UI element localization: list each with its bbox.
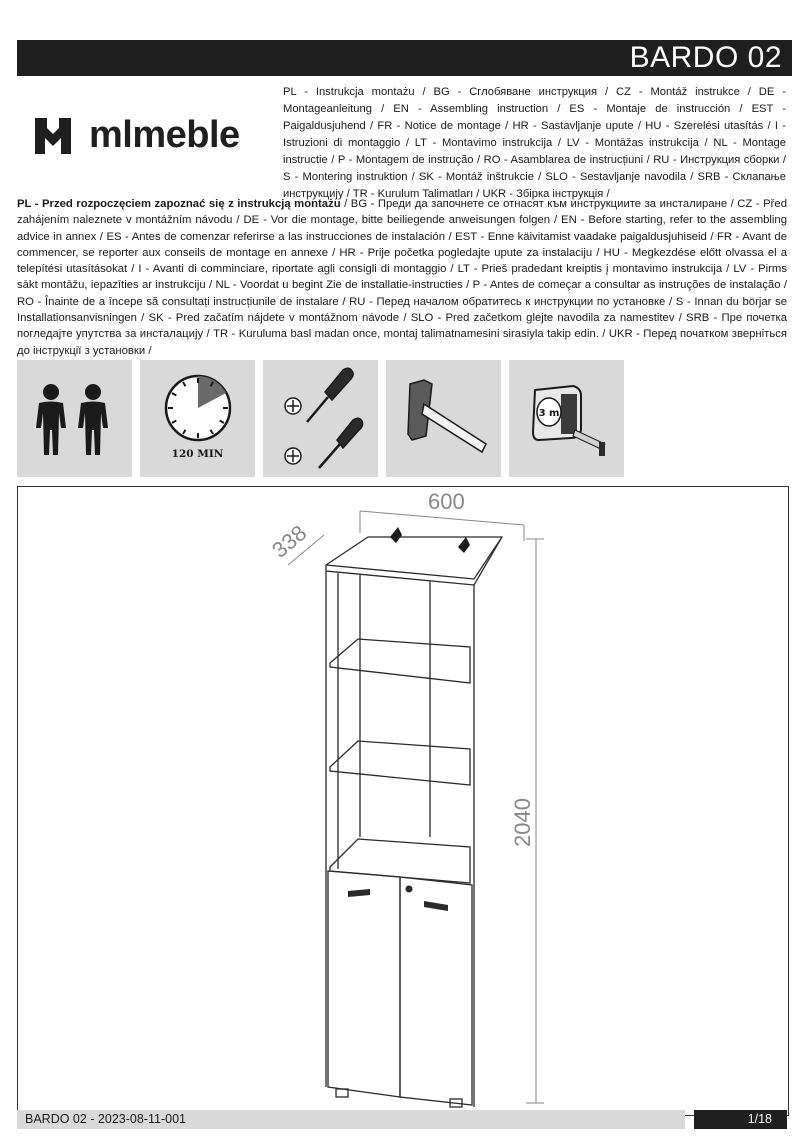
screwdriver-icon (263, 360, 378, 477)
dimension-width: 600 (428, 489, 465, 514)
dimension-depth: 338 (267, 520, 312, 563)
title-bar (17, 40, 792, 76)
product-drawing (17, 486, 789, 1116)
document-title: BARDO 02 (629, 41, 782, 74)
footer-doc-bar (17, 1110, 685, 1129)
brand-mark-icon (33, 114, 81, 158)
tape-measure-panel (509, 360, 624, 477)
language-list: PL - Instrukcja montażu / BG - Сглобяване инструкция / CZ - Montáž instrukce / DE - Montageanleitung / EN - Assembling instruction / ES - Montaje de instrucción / EST - Paigaldusjuhend / FR - Notice de montage / HR - Sastavljanje upute / HU - Szerelési utasítás / I - Istruzioni di montaggio / LT - Montavimo instrukcija / LV - Montāžas instrukcija / NL - Montage instructie / P - Montagem de instrução / RO - Asamblarea de instrucțiuni / RU - Инструкция сборки / S - Montering instruktion / SK - Montáž inštrukcie / SLO - Sestavljanje navodila / SRB - Склапање инструкцију / TR - Kurulum Talimatları / UKR - Збірка інструкція / (283, 86, 786, 200)
dimension-height: 2040 (510, 798, 535, 847)
tape-measure-icon (509, 360, 624, 477)
brand-name: mlmeble (89, 114, 240, 156)
brand-logo (33, 112, 273, 162)
cabinet-drawing (18, 487, 790, 1117)
screwdrivers-panel (263, 360, 378, 477)
tape-length-label: 3 m (538, 408, 560, 419)
two-people-icon (17, 360, 132, 477)
footer-page-bar (694, 1110, 787, 1129)
two-people-panel (17, 360, 132, 477)
page-number: 1/18 (747, 1112, 772, 1126)
read-instructions-notice (17, 196, 787, 359)
time-panel (140, 360, 255, 477)
notice-translations: / BG - Преди да започнете се отнасят към инструкциите за инсталиране / CZ - Před zahájením naleznete v montážním návodu / DE - Vor die montage, bitte beiliegende anweisungen folgen / EN - Before starting, refer to the assembling advice in annex / ES - Antes de comenzar referirse a las instrucciones de instalación / EST - Enne käivitamist vaadake paigaldusjuhiseid / FR - Avant de commencer, se reporter aux conseils de montage en annexe / HR - Prije početka pogledajte upute za instalaciju / HU - Megkezdése előtt olvassa el a telepítési utasításokat / I - Avanti di comminciare, riportate agli consigli di montaggio / LT - Prieš pradedant kreiptis į montavimo instrukcija / LV - Pirms sākt montāžu, iepazīties ar instrukciju / NL - Voordat u begint Zie de installatie-instructies / P - Antes de começar a consultar as instruções de instalação / RO - Înainte de a începe să consultați instrucțiunile de instalare / RU - Перед началом обратитесь к инструкции по установке / S - Innan du börjar se Installationsanvisningen / SK - Pred začatím nájdete v montážnom návode / SLO - Pred začetkom glejte navodila za namestitev / SRB - Пре почетка погледајте упутства за инсталацију / TR - Kuruluma basl madan once, montaj talimatnamesini sirasiyla takip edin. / UKR - Перед початком зверніться до інструкції з установки / (17, 198, 787, 357)
hammer-panel (386, 360, 501, 477)
footer-document-id: BARDO 02 - 2023-08-11-001 (25, 1112, 186, 1126)
hammer-icon (386, 360, 501, 477)
notice-lead: PL - Przed rozpoczęciem zapoznać się z instrukcją montażu (17, 198, 341, 210)
assembly-time: 120 MIN (171, 448, 224, 460)
